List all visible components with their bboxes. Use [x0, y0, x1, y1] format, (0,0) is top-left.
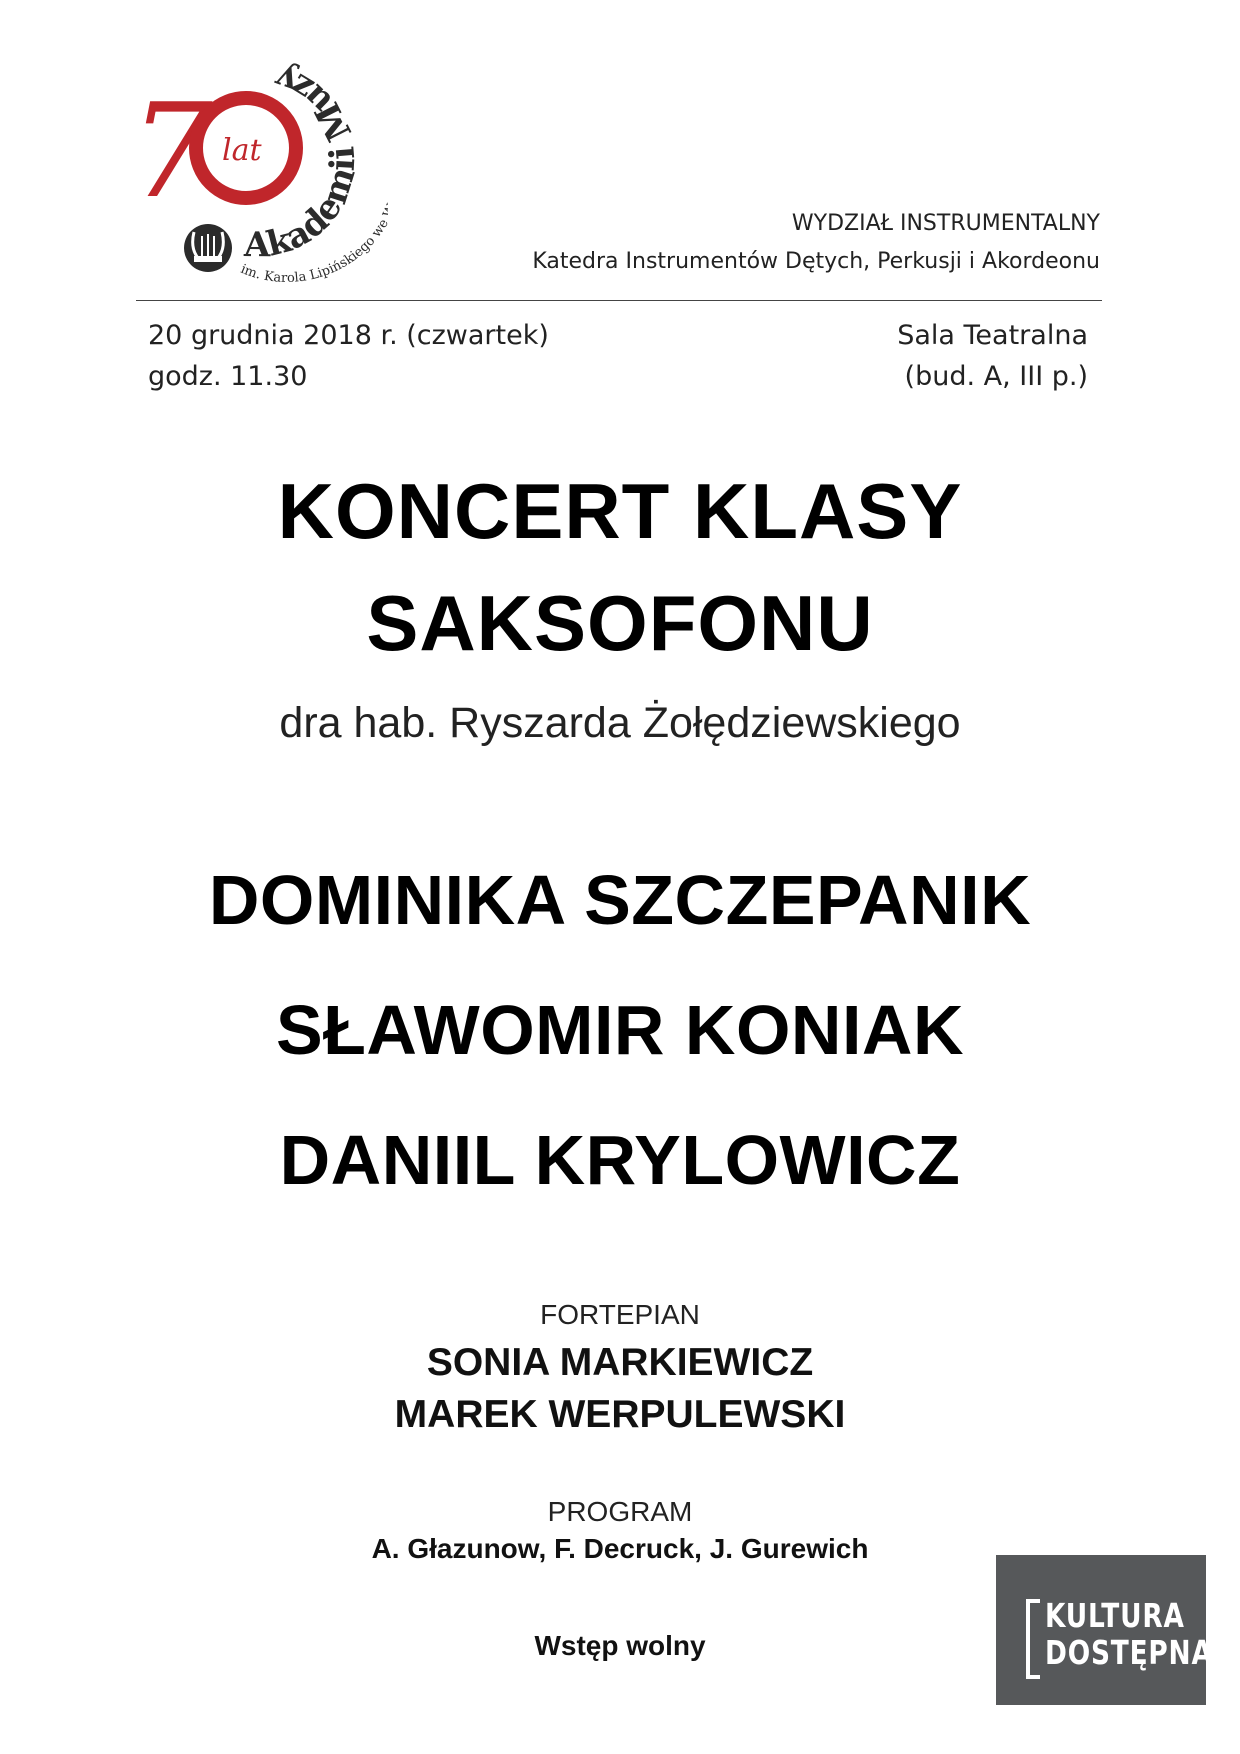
program-composers: A. Głazunow, F. Decruck, J. Gurewich — [371, 1533, 869, 1564]
department-header — [532, 205, 1100, 281]
piano-label: FORTEPIAN — [540, 1299, 700, 1330]
logo-lat: lat — [222, 133, 262, 168]
performer: DANIIL KRYLOWICZ — [279, 1121, 961, 1199]
venue-name: Sala Teatralna — [897, 320, 1088, 351]
bracket-icon — [1026, 1599, 1040, 1679]
program-label: PROGRAM — [547, 1496, 693, 1527]
faculty-name: WYDZIAŁ INSTRUMENTALNY — [791, 211, 1100, 236]
teacher-name: dra hab. Ryszarda Żołędziewskiego — [279, 699, 961, 747]
kultura-dostepna-text — [1045, 1597, 1213, 1671]
pianist: SONIA MARKIEWICZ — [426, 1341, 814, 1384]
header-divider — [136, 300, 1102, 301]
pianist: MAREK WERPULEWSKI — [394, 1393, 846, 1436]
badge-line-2: DOSTĘPNA — [1045, 1633, 1213, 1672]
title-line-1: KONCERT KLASY — [277, 467, 963, 555]
academy-logo — [128, 36, 388, 286]
logo-subtext: im. Karola Lipińskiego w — [238, 222, 388, 286]
pianists-list — [0, 1337, 1240, 1441]
badge-line-1: KULTURA — [1045, 1596, 1185, 1635]
entry-info: Wstęp wolny — [534, 1630, 706, 1661]
performer: SŁAWOMIR KONIAK — [275, 991, 965, 1069]
lyre-icon — [184, 224, 232, 272]
event-venue — [897, 315, 1088, 397]
concert-title — [0, 455, 1240, 679]
event-date: 20 grudnia 2018 r. (czwartek) — [148, 320, 549, 351]
title-line-2: SAKSOFONU — [366, 579, 874, 667]
logo-number: 7 — [130, 75, 213, 227]
venue-detail: (bud. A, III p.) — [904, 361, 1088, 392]
kultura-dostepna-logo — [996, 1555, 1213, 1705]
event-time: godz. 11.30 — [148, 361, 308, 392]
department-name: Katedra Instrumentów Dętych, Perkusji i Akordeonu — [532, 249, 1100, 274]
performer: DOMINIKA SZCZEPANIK — [208, 861, 1032, 939]
academy-70-logo-graphic — [128, 36, 388, 286]
event-date-time — [148, 315, 549, 397]
performers-list — [0, 835, 1240, 1225]
logo-arc-text: Akademii Muzy — [243, 57, 364, 266]
